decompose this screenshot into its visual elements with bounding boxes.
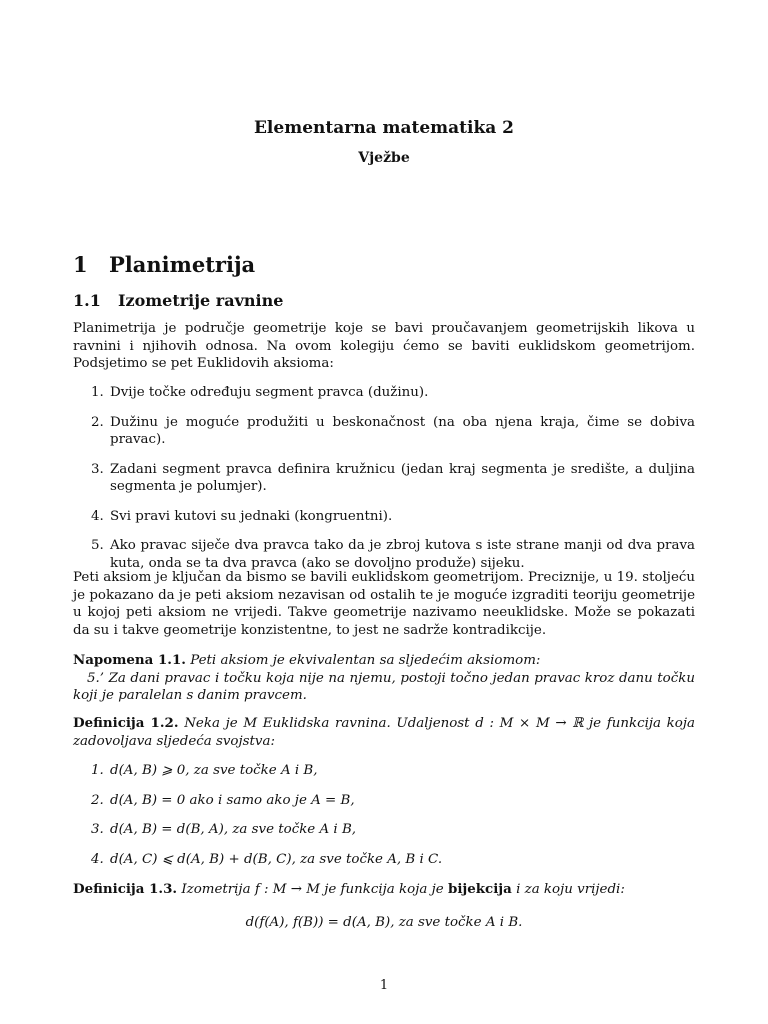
isometry-formula: d(f(A), f(B)) = d(A, B), za sve točke A i B. (245, 915, 523, 930)
item-number: 3. (91, 822, 104, 837)
definition-1-3 (73, 881, 695, 899)
item-number: 4. (91, 851, 104, 867)
definition-label: Definicija 1.2. (73, 715, 179, 731)
fifth-axiom-paragraph: Peti aksiom je ključan da bismo se bavili euklidskom geometrijom. Preciznije, u 19. stoljeću je pokazano da je peti aksiom nezavisan od ostalih te je moguće izgraditi teoriju geometrije u kojoj peti aksiom ne vrijedi. Takve geometrije nazivamo neeuklidske. Može se pokazati da su i takve geometrije konzistentne, to jest ne sadrže kontradikcije. (73, 570, 695, 638)
item-text: d(A, B) ⩾ 0, za sve točke A i B, (110, 763, 318, 778)
item-number: 3. (91, 461, 104, 477)
list-item (73, 821, 695, 839)
definition-text: Neka je M Euklidska ravnina. Udaljenost d : M × M → ℝ je funkcija koja zadovoljava sljedeća svojstva: (73, 716, 695, 749)
list-item (73, 508, 695, 526)
section-title: Planimetrija (109, 252, 256, 277)
list-item (73, 851, 695, 869)
list-item (73, 461, 695, 496)
item-number: 2. (91, 792, 104, 808)
page-number: 1 (379, 978, 389, 993)
item-number: 4. (91, 508, 104, 524)
definition-text-end: i za koju vrijedi: (516, 882, 625, 897)
subsection-title: Izometrije ravnine (118, 291, 284, 310)
list-item (73, 537, 695, 572)
list-item (73, 414, 695, 449)
axiom-list (73, 384, 695, 584)
section-heading (73, 252, 255, 277)
subsection-number: 1.1 (73, 291, 101, 310)
item-text: Dužinu je moguće produžiti u beskonačnost (na oba njena kraja, čime se dobiva pravac). (110, 414, 695, 447)
remark-text: Peti aksiom je ekvivalentan sa sljedećim aksiomom: (190, 653, 541, 668)
definition-1-2 (73, 715, 695, 750)
item-text: Dvije točke određuju segment pravca (dužinu). (110, 385, 429, 400)
intro-paragraph: Planimetrija je područje geometrije koje se bavi proučavanjem geometrijskih likova u ravnini i njihovih odnosa. Na ovom kolegiju ćemo se baviti euklidskom geometrijom. Podsjetimo se pet Euklidovih aksioma: (73, 321, 695, 371)
definition-text: Izometrija f : M → M je funkcija koja je (181, 882, 444, 897)
subsection-heading (73, 291, 283, 310)
list-item (73, 384, 695, 402)
section-number: 1 (73, 252, 88, 277)
item-text: Ako pravac siječe dva pravca tako da je zbroj kutova s iste strane manji od dva prava kuta, onda se ta dva pravca (ako se dovoljno produže) sijeku. (110, 538, 695, 571)
item-number: 5. (91, 538, 104, 553)
item-text: d(A, C) ⩽ d(A, B) + d(B, C), za sve točke A, B i C. (110, 851, 443, 867)
remark-alt-axiom: 5.’ Za dani pravac i točku koja nije na njemu, postoji točno jedan pravac kroz danu točku koji je paralelan s danim pravcem. (73, 670, 695, 703)
remark-block (73, 652, 695, 705)
item-number: 1. (91, 763, 104, 778)
definition-label: Definicija 1.3. (73, 881, 178, 897)
list-item (73, 792, 695, 810)
item-number: 2. (91, 414, 104, 430)
item-number: 1. (91, 385, 104, 400)
item-text: d(A, B) = 0 ako i samo ako je A = B, (110, 792, 355, 808)
item-text: Zadani segment pravca definira kružnicu (jedan kraj segmenta je središte, a duljina segmenta je polumjer). (110, 461, 695, 494)
list-item (73, 762, 695, 780)
item-text: d(A, B) = d(B, A), za sve točke A i B, (110, 822, 357, 837)
remark-label: Napomena 1.1. (73, 652, 186, 668)
document-subtitle: Vježbe (358, 150, 410, 166)
item-text: Svi pravi kutovi su jednaki (kongruentni). (110, 508, 393, 524)
metric-properties-list (73, 762, 695, 880)
document-title: Elementarna matematika 2 (253, 118, 515, 138)
definition-bold-term: bijekcija (447, 881, 512, 897)
